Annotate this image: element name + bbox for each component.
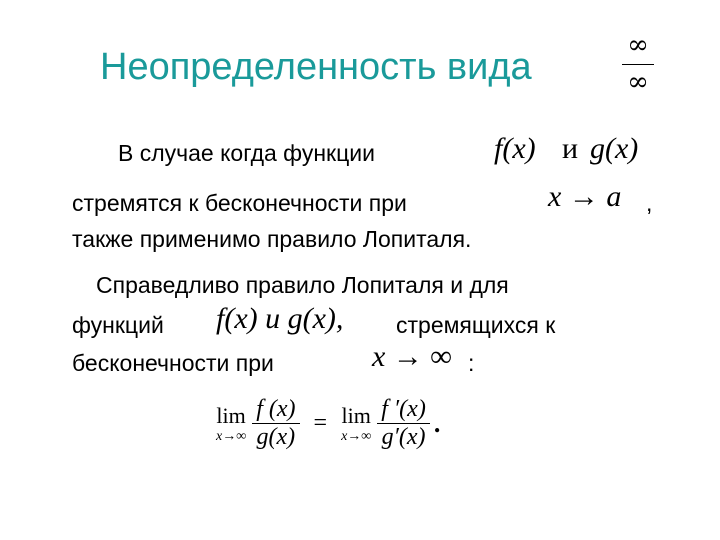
formula-and: и [562, 132, 579, 165]
formula-fx-and-gx: f(x) и g(x), [216, 302, 344, 335]
lim-word-left: lim [216, 402, 246, 428]
fraction-left [252, 396, 299, 451]
right-denominator: g′(x) [381, 424, 426, 450]
para1-line1: В случае когда функции [118, 140, 375, 166]
lhopital-formula [216, 396, 440, 451]
formula-fx: f(x) [494, 132, 536, 165]
fraction-numerator: ∞ [627, 30, 649, 60]
para1-line2: стремятся к бесконечности при [72, 190, 407, 216]
left-denominator: g(x) [256, 424, 296, 450]
para1-line2-comma: , [646, 190, 653, 216]
para2-line2-start: функций [72, 312, 164, 338]
infinity-fraction [618, 32, 658, 95]
para2-line3-colon: : [468, 350, 475, 376]
lim-word-right: lim [341, 402, 371, 428]
para1-line3: также применимо правило Лопиталя. [72, 226, 472, 252]
fraction-denominator: ∞ [627, 67, 649, 97]
slide-title: Неопределенность вида [100, 46, 532, 88]
fraction-right [377, 396, 430, 451]
lim-sub-left: x→∞ [216, 428, 247, 444]
formula-gx: g(x) [590, 132, 639, 165]
para2-line3-start: бесконечности при [72, 350, 274, 376]
equals-sign: = [313, 410, 328, 436]
lim-right [341, 403, 371, 445]
formula-x-to-inf: x → ∞ [372, 340, 452, 373]
para2-line1: Справедливо правило Лопиталя и для [96, 272, 509, 298]
lim-left [216, 403, 246, 445]
lim-sub-right: x→∞ [341, 428, 372, 444]
para2-line2-end: стремящихся к [396, 312, 556, 338]
formula-x-to-a: x → a [548, 180, 622, 213]
formula-period: . [433, 408, 441, 438]
left-numerator: f (x) [256, 396, 296, 422]
fraction-bar [622, 64, 654, 65]
right-numerator: f ′(x) [381, 396, 426, 422]
